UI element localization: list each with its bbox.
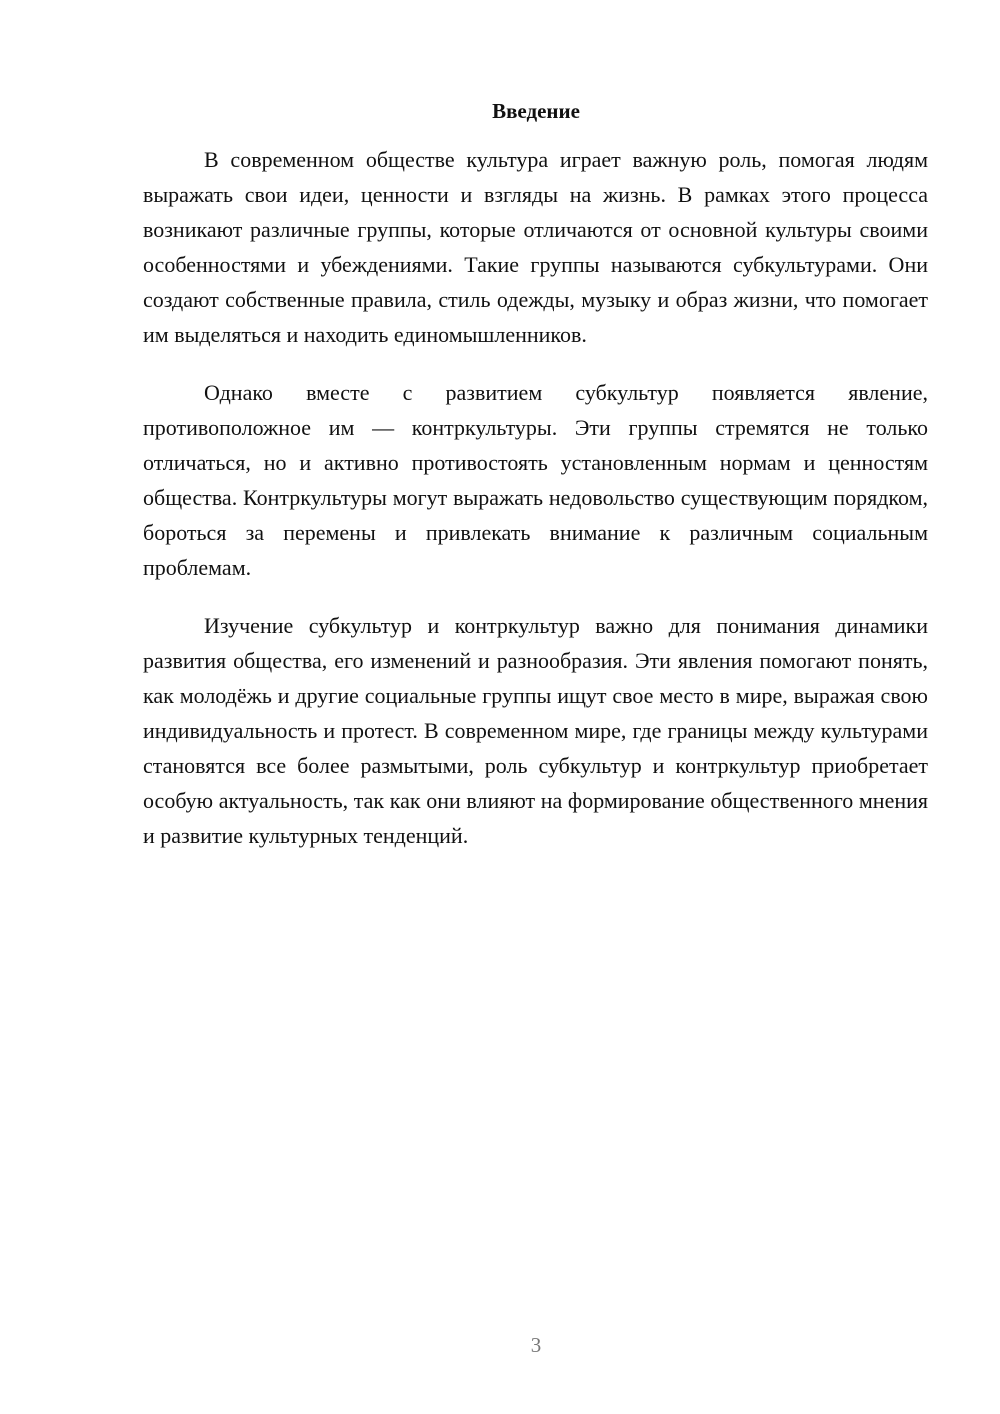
page-number: 3 <box>530 1333 542 1357</box>
paragraph: Изучение субкультур и контркультур важно для понимания динамики развития общества, его изменений и разнообразия. Эти явления помогают понять, как молодёжь и другие социальные группы ищут свое место в мире, выражая свою индивидуальность и протест. В современном мире, где границы между культурами становятся все более размытыми, роль субкультур и контркультур приобретает особую актуальность, так как они влияют на формирование общественного мнения и развитие культурных тенденций. <box>143 613 928 848</box>
document-body <box>143 142 928 876</box>
section-title: Введение <box>492 99 580 123</box>
paragraph: Однако вместе с развитием субкультур появляется явление, противоположное им — контркультуры. Эти группы стремятся не только отличаться, но и активно противостоять установленным нормам и ценностям общества. Контркультуры могут выражать недовольство существующим порядком, бороться за перемены и привлекать внимание к различным социальным проблемам. <box>143 380 928 580</box>
paragraph: В современном обществе культура играет важную роль, помогая людям выражать свои идеи, ценности и взгляды на жизнь. В рамках этого процесса возникают различные группы, которые отличаются от основной культуры своими особенностями и убеждениями. Такие группы называются субкультурами. Они создают собственные правила, стиль одежды, музыку и образ жизни, что помогает им выделяться и находить единомышленников. <box>143 147 928 347</box>
